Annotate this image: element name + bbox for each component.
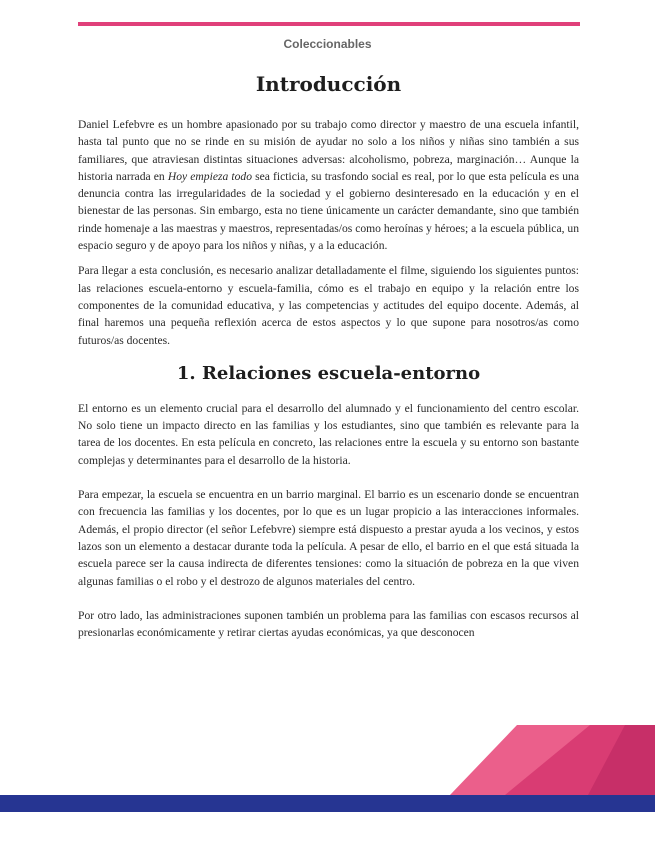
section-1-paragraph-1: El entorno es un elemento crucial para el desarrollo del alumnado y el funcionamiento del centro escolar. No solo tiene un impacto directo en las familias y los estudiantes, sino que también es relevante para la tarea de los docentes. En esta película en concreto, las relaciones entre la escuela y su entorno son bastante complejas y determinantes para el desarrollo de la historia.	[78, 401, 579, 467]
footer-triangle-dark	[505, 725, 655, 795]
header-label: Coleccionables	[283, 37, 372, 51]
document-body	[78, 72, 579, 649]
footer-triangle-accent	[588, 725, 655, 795]
intro-title: Introducción	[255, 72, 402, 96]
film-title: Hoy empieza todo	[167, 169, 253, 183]
intro-p1-text-start: Daniel Lefebvre es un hombre apasionado por su trabajo como director y maestro de una escuela infantil, hasta tal punto que no se rinde en su misión de ayudar no solo a los niños y niñas sino también a sus familiares, que atraviesan distintas situaciones adversas: alcoholismo, pobreza, marginación… Aunque la historia narrada en	[78, 118, 579, 183]
intro-paragraph-1	[78, 116, 579, 254]
footer-bar	[0, 795, 655, 812]
intro-paragraph-2: Para llegar a esta conclusión, es necesario analizar detalladamente el filme, siguiendo los siguientes puntos: las relaciones escuela-entorno y escuela-familia, cómo es el trabajo en equipo y la relación entre los componentes de la comunidad educativa, y las competencias y actitudes del equipo docente. Además, al final haremos una pequeña reflexión acerca de estos aspectos y lo que supone para nosotros/as como futuros/as docentes.	[78, 264, 579, 347]
header-rule	[78, 22, 580, 26]
footer-triangle-light	[450, 725, 655, 795]
section-1-title: 1. Relaciones escuela-entorno	[176, 362, 481, 384]
section-1-paragraph-2: Para empezar, la escuela se encuentra en un barrio marginal. El barrio es un escenario donde se encuentran con frecuencia las familias y los docentes, por lo que es un lugar propicio a las interacciones informales. Además, el propio director (el señor Lefebvre) siempre está dispuesto a prestar ayuda a los vecinos, y estos lazos son un elemento a destacar durante toda la película. A pesar de ello, el barrio en el que está situada la escuela parece ser la causa indirecta de diferentes tensiones: como la situación de pobreza en la que viven algunas familias o el robo y el destrozo de algunos materiales del centro.	[78, 488, 579, 588]
intro-p1-text-end: sea ficticia, su trasfondo social es real, por lo que esta película es una denuncia contra las irregularidades de la sociedad y el gobierno desinteresado en la educación y en el bienestar de las personas. Sin embargo, esta no tiene únicamente un carácter demandante, sino que también rinde homenaje a las maestras y maestros, representadas/os como heroínas y héroes; a la escuela pública, un espacio seguro y de apoyo para los niños y niñas, y a la educación.	[78, 169, 579, 253]
section-1-paragraph-3: Por otro lado, las administraciones suponen también un problema para las familias con escasos recursos al presionarlas económicamente y retirar ciertas ayudas económicas, ya que desconocen	[78, 608, 579, 640]
